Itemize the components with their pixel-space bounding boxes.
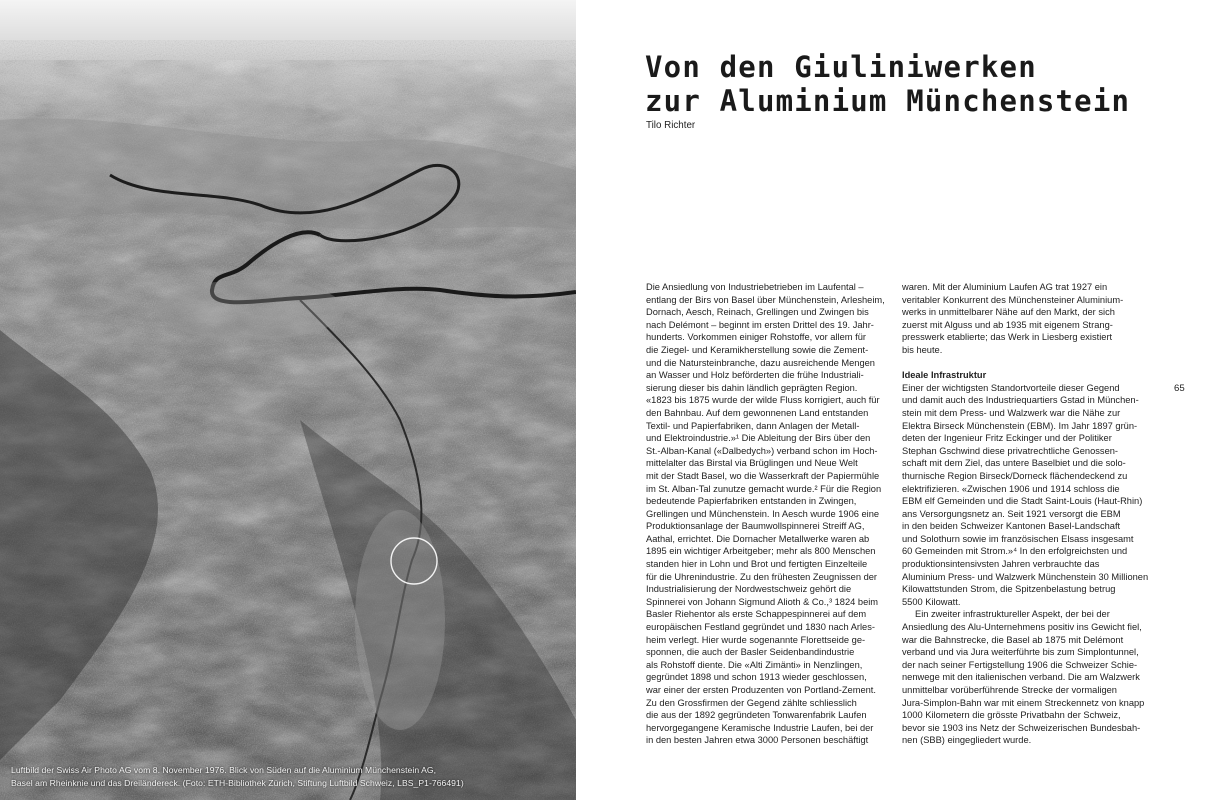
text-line: elektrifizieren. «Zwischen 1906 und 1914 schloss die — [902, 483, 1120, 494]
text-column-left — [646, 281, 890, 747]
text-line: Aluminium Press- und Walzwerk Münchenstein 30 Millionen — [902, 571, 1149, 582]
text-line: Industrialisierung der Nordwestschweiz gehört die — [646, 584, 852, 595]
text-line: der nach seiner Fertigstellung 1906 die Schweizer Schie- — [902, 659, 1138, 670]
text-line: unmittelbar vorüberführende Strecke der vormaligen — [902, 685, 1117, 695]
text-line: im St. Alban-Tal zunutze gemacht wurde.² Für die Region — [646, 483, 882, 494]
text-line: heim verlegt. Hier wurde sogenannte Florettseide ge- — [646, 634, 866, 645]
text-line: entlang der Birs von Basel über Münchenstein, Arlesheim, — [646, 294, 885, 305]
text-line: verband und via Jura weiterführte bis zum Simplontunnel, — [902, 647, 1139, 658]
caption-line: Basel am Rheinknie und das Dreiländereck. (Foto: ETH-Bibliothek Zürich, Stiftung Luftbild Schweiz, LBS_P1-766491) — [11, 778, 464, 788]
author-name: Tilo Richter — [646, 120, 696, 131]
text-line: und die Natursteinbranche, dazu ausreichende Mengen — [646, 357, 875, 368]
text-line: und damit auch des Industriequartiers Gstad in München- — [902, 395, 1139, 406]
text-line: Elektra Birseck Münchenstein (EBM). Im Jahr 1897 grün- — [902, 420, 1138, 431]
text-line: EBM elf Gemeinden und die Stadt Saint-Louis (Haut-Rhin) — [902, 496, 1143, 507]
text-line: hunderts. Vorkommen einiger Rohstoffe, vor allem für — [646, 332, 866, 343]
text-line: deten der Ingenieur Fritz Eckinger und der Politiker — [902, 433, 1112, 444]
text-line: nach Delémont – beginnt im ersten Drittel des 19. Jahr- — [646, 319, 874, 330]
text-column-right — [902, 281, 1149, 747]
text-line: war einer der ersten Produzenten von Portland-Zement. — [646, 685, 876, 695]
text-line: Ein zweiter infrastruktureller Aspekt, der bei der — [915, 609, 1110, 620]
text-line: für die Uhrenindustrie. Zu den frühesten Zeugnissen der — [646, 571, 878, 582]
caption-line: Luftbild der Swiss Air Photo AG vom 8. November 1976. Blick von Süden auf die Aluminium Münchenstein AG, — [11, 765, 437, 775]
text-line: als Rohstoff diente. Die «Alti Zimänti» in Nenzlingen, — [646, 659, 863, 670]
text-line: Zu den Grossfirmen der Gegend zählte schliesslich — [646, 697, 857, 708]
text-line: an Wasser und Holz beförderten die frühe Industriali- — [646, 370, 864, 381]
text-line: ans Versorgungsnetz an. Seit 1921 versorgt die EBM — [902, 508, 1121, 519]
text-line: gegründet 1898 und schon 1913 wieder geschlossen, — [646, 672, 867, 683]
text-line: mit der Stadt Basel, wo die Wasserkraft der Papiermühle — [646, 470, 880, 481]
text-line: nenwege mit den italienischen verband. Die am Walzwerk — [902, 672, 1140, 683]
text-line: produktionsintensivsten Jahren verbrauchte das — [902, 559, 1100, 570]
text-line: Spinnerei von Johann Sigmund Alioth & Co.,³ 1824 beim — [646, 596, 879, 607]
text-line: 1000 Kilometern die grösste Privatbahn der Schweiz, — [902, 710, 1121, 721]
text-line: Ansiedlung des Alu-Unternehmens positiv ins Gewicht fiel, — [902, 622, 1142, 633]
text-line: «1823 bis 1875 wurde der wilde Fluss korrigiert, auch für — [646, 395, 880, 406]
text-line: war die Bahnstrecke, die Basel ab 1875 mit Delémont — [902, 634, 1124, 645]
text-line: Dornach, Aesch, Reinach, Grellingen und Zwingen bis — [646, 307, 869, 318]
text-line: bevor sie 1903 ins Netz der Schweizerischen Bundesbah- — [902, 722, 1141, 733]
text-line: Aathal, errichtet. Die Dornacher Metallwerke waren ab — [646, 533, 870, 544]
text-line: europäischen Festland gegründet und 1830 nach Arles- — [646, 622, 875, 633]
text-line: Jura-Simplon-Bahn war mit einem Streckennetz von knapp — [902, 697, 1145, 708]
text-line: waren. Mit der Aluminium Laufen AG trat 1927 ein — [902, 282, 1108, 292]
text-line: Textil- und Papierfabriken, dann Anlagen der Metall- — [646, 420, 860, 431]
text-line: in den beiden Schweizer Kantonen Basel-Landschaft — [902, 521, 1121, 532]
title-line: zur Aluminium Münchenstein — [645, 84, 1131, 118]
text-line: veritabler Konkurrent des Münchensteiner Aluminium- — [902, 294, 1124, 305]
text-line: Kilowattstunden Strom, die Spitzenbelastung betrug — [902, 584, 1116, 595]
section-heading: Ideale Infrastruktur — [902, 370, 987, 381]
text-line: sponnen, die auch der Basler Seidenbandindustrie — [646, 647, 855, 658]
text-line: den Bahnbau. Auf dem gewonnenen Land entstanden — [646, 407, 869, 418]
text-line: mittelalter das Birstal via Brüglingen und Neue Welt — [646, 458, 858, 469]
text-line: zuerst mit Alguss und ab 1935 mit eigenem Strang- — [902, 319, 1113, 330]
text-line: presswerk etablierte; das Werk in Liesberg existiert — [902, 332, 1113, 343]
text-line: hervorgegangene Keramische Industrie Laufen, bei der — [646, 722, 874, 733]
text-line: 5500 Kilowatt. — [902, 596, 961, 607]
text-line: Produktionsanlage der Baumwollspinnerei Streiff AG, — [646, 521, 865, 532]
text-line: Einer der wichtigsten Standortvorteile dieser Gegend — [902, 382, 1120, 393]
text-line: die aus der 1892 gegründeten Tonwarenfabrik Laufen — [646, 710, 867, 721]
page-number: 65 — [1174, 383, 1185, 394]
article-title — [645, 50, 1205, 118]
text-line: nen (SBB) eingegliedert wurde. — [902, 735, 1032, 746]
text-line: werks in unmittelbarer Nähe auf den Markt, der sich — [902, 307, 1115, 318]
title-line: Von den Giuliniwerken — [645, 50, 1037, 84]
aerial-photo-graphic — [0, 0, 576, 800]
photo-caption — [11, 764, 571, 790]
text-line: und Elektroindustrie.»¹ Die Ableitung der Birs über den — [646, 433, 871, 444]
text-line: Basler Riehentor als erste Schappespinnerei auf dem — [646, 609, 867, 620]
text-line: bedeutende Papierfabriken entstanden in Zwingen, — [646, 496, 857, 507]
text-line: thurnische Region Birseck/Dorneck flächendeckend zu — [902, 470, 1128, 481]
text-line: stein mit dem Press- und Walzwerk war die Nähe zur — [902, 407, 1121, 418]
text-line: Stephan Gschwind diese privatrechtliche Genossen- — [902, 445, 1119, 456]
text-line: und Solothurn sowie im französischen Elsass insgesamt — [902, 533, 1134, 544]
paragraph-gap — [902, 357, 1146, 370]
text-line: St.-Alban-Kanal («Dalbedych») verband schon im Hoch- — [646, 445, 878, 456]
text-line: Die Ansiedlung von Industriebetrieben im Laufental – — [646, 282, 864, 292]
text-line: 1895 ein wichtiger Arbeitgeber; mehr als 800 Menschen — [646, 546, 876, 557]
aerial-photo — [0, 0, 576, 800]
text-line: sierung dieser bis dahin ländlich geprägten Region. — [646, 382, 858, 393]
text-line: standen hier in Lohn und Brot und fertigten Einzelteile — [646, 559, 868, 570]
text-line: Grellingen und Münchenstein. In Aesch wurde 1906 eine — [646, 508, 880, 519]
text-line: in den besten Jahren etwa 3000 Personen beschäftigt — [646, 735, 869, 746]
text-line: bis heute. — [902, 344, 943, 355]
text-line: 60 Gemeinden mit Strom.»⁴ In den erfolgreichsten und — [902, 546, 1128, 557]
text-line: schaft mit dem Ziel, das untere Baselbiet und die solo- — [902, 458, 1126, 469]
text-line: die Ziegel- und Keramikherstellung sowie die Zement- — [646, 344, 869, 355]
